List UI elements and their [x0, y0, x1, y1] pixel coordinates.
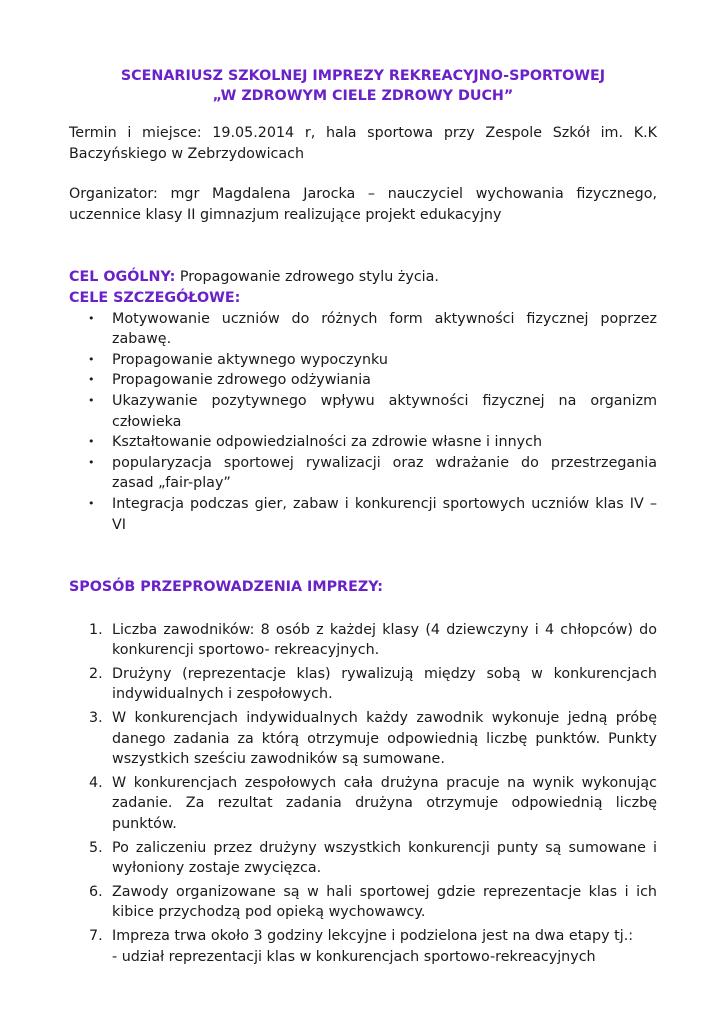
list-item-text: Po zaliczeniu przez drużyny wszystkich konkurencji punty są sumowane i wyłoniony zostaje zwycięzca.: [112, 839, 657, 877]
cele-szczegolowe-heading: CELE SZCZEGÓŁOWE:: [69, 289, 241, 306]
termin-paragraph: Termin i miejsce: 19.05.2014 r, hala sportowa przy Zespole Szkół im. K.K Baczyńskiego w Zebrzydowicach: [69, 125, 657, 162]
item-number: 1.: [89, 621, 103, 638]
cel-ogolny-label: CEL OGÓLNY:: [69, 269, 176, 286]
list-item-text: Drużyny (reprezentacje klas) rywalizują między sobą w konkurencjach indywidualnych i zespołowych.: [112, 665, 657, 703]
list-item-text: Propagowanie aktywnego wypoczynku: [112, 351, 388, 368]
document-page: [69, 66, 657, 970]
item-number: 2.: [89, 665, 103, 682]
list-item: [69, 620, 657, 661]
list-item-text: W konkurencjach indywidualnych każdy zawodnik wykonuje jedną próbę danego zadania za którą otrzymuje odpowiednią liczbę punktów. Punkty wszystkich sześciu zawodników są sumowane.: [112, 710, 657, 768]
list-item-text: Kształtowanie odpowiedzialności za zdrowie własne i innych: [112, 434, 543, 451]
list-item-text: Liczba zawodników: 8 osób z każdej klasy (4 dziewczyny i 4 chłopców) do konkurencji sportowo- rekreacyjnych.: [112, 621, 657, 659]
item-number: 7.: [89, 928, 103, 944]
list-item: [69, 432, 657, 453]
sposob-heading: SPOSÓB PRZEPROWADZENIA IMPREZY:: [69, 579, 384, 596]
list-item: [69, 494, 657, 535]
list-item-text: Propagowanie zdrowego odżywiania: [112, 372, 371, 389]
list-item: [69, 664, 657, 705]
list-item: [69, 391, 657, 432]
bullet-icon: •: [88, 311, 95, 325]
title-line-1: SCENARIUSZ SZKOLNEJ IMPREZY REKREACYJNO-SPORTOWEJ: [120, 68, 606, 84]
continuation-text: - udział reprezentacji klas w konkurencjach sportowo-rekreacyjnych: [112, 948, 596, 965]
list-item-text: Motywowanie uczniów do różnych form aktywności fizycznej poprzez zabawę.: [112, 310, 657, 348]
list-item: [69, 773, 657, 835]
list-item-text: Impreza trwa około 3 godziny lekcyjne i podzielona jest na dwa etapy tj.:: [112, 928, 634, 944]
list-item-text: Ukazywanie pozytywnego wpływu aktywności fizycznej na organizm człowieka: [112, 392, 657, 430]
list-item: [69, 309, 657, 350]
list-item: [69, 882, 657, 923]
list-item-text: popularyzacja sportowej rywalizacji oraz wdrażanie do przestrzegania zasad „fair-play”: [112, 454, 657, 492]
item-number: 5.: [89, 839, 103, 856]
cel-ogolny: [69, 267, 657, 288]
list-item: [69, 926, 657, 967]
list-item-text: W konkurencjach zespołowych cała drużyna pracuje na wynik wykonując zadanie. Za rezultat zadania drużyna otrzymuje odpowiednią liczbę punktów.: [112, 774, 657, 833]
list-item-text: Zawody organizowane są w hali sportowej gdzie reprezentacje klas i ich kibice przychodzą pod opieką wychowawcy.: [112, 883, 657, 921]
cele-szczegolowe-list: [69, 309, 657, 536]
sposob-list: [69, 620, 657, 968]
organizator-paragraph: Organizator: mgr Magdalena Jarocka – nauczyciel wychowania fizycznego, uczennice klasy II gimnazjum realizujące projekt edukacyjny: [69, 186, 657, 223]
bullet-icon: •: [88, 352, 95, 366]
bullet-icon: •: [88, 393, 95, 407]
list-item-text: Integracja podczas gier, zabaw i konkurencji sportowych uczniów klas IV – VI: [112, 495, 657, 533]
list-item: [69, 370, 657, 391]
list-item: [69, 453, 657, 494]
document-title: [69, 66, 657, 106]
title-line-2: „W ZDROWYM CIELE ZDROWY DUCH”: [212, 88, 514, 104]
bullet-icon: •: [88, 435, 95, 449]
bullet-icon: •: [88, 496, 95, 510]
item-number: 6.: [89, 883, 103, 900]
list-item: [69, 838, 657, 879]
list-item: [69, 350, 657, 371]
bullet-icon: •: [88, 455, 95, 469]
item-number: 3.: [89, 710, 103, 727]
cel-ogolny-text: Propagowanie zdrowego stylu życia.: [175, 269, 439, 286]
item-number: 4.: [89, 774, 103, 791]
list-item: [69, 708, 657, 770]
bullet-icon: •: [88, 373, 95, 387]
